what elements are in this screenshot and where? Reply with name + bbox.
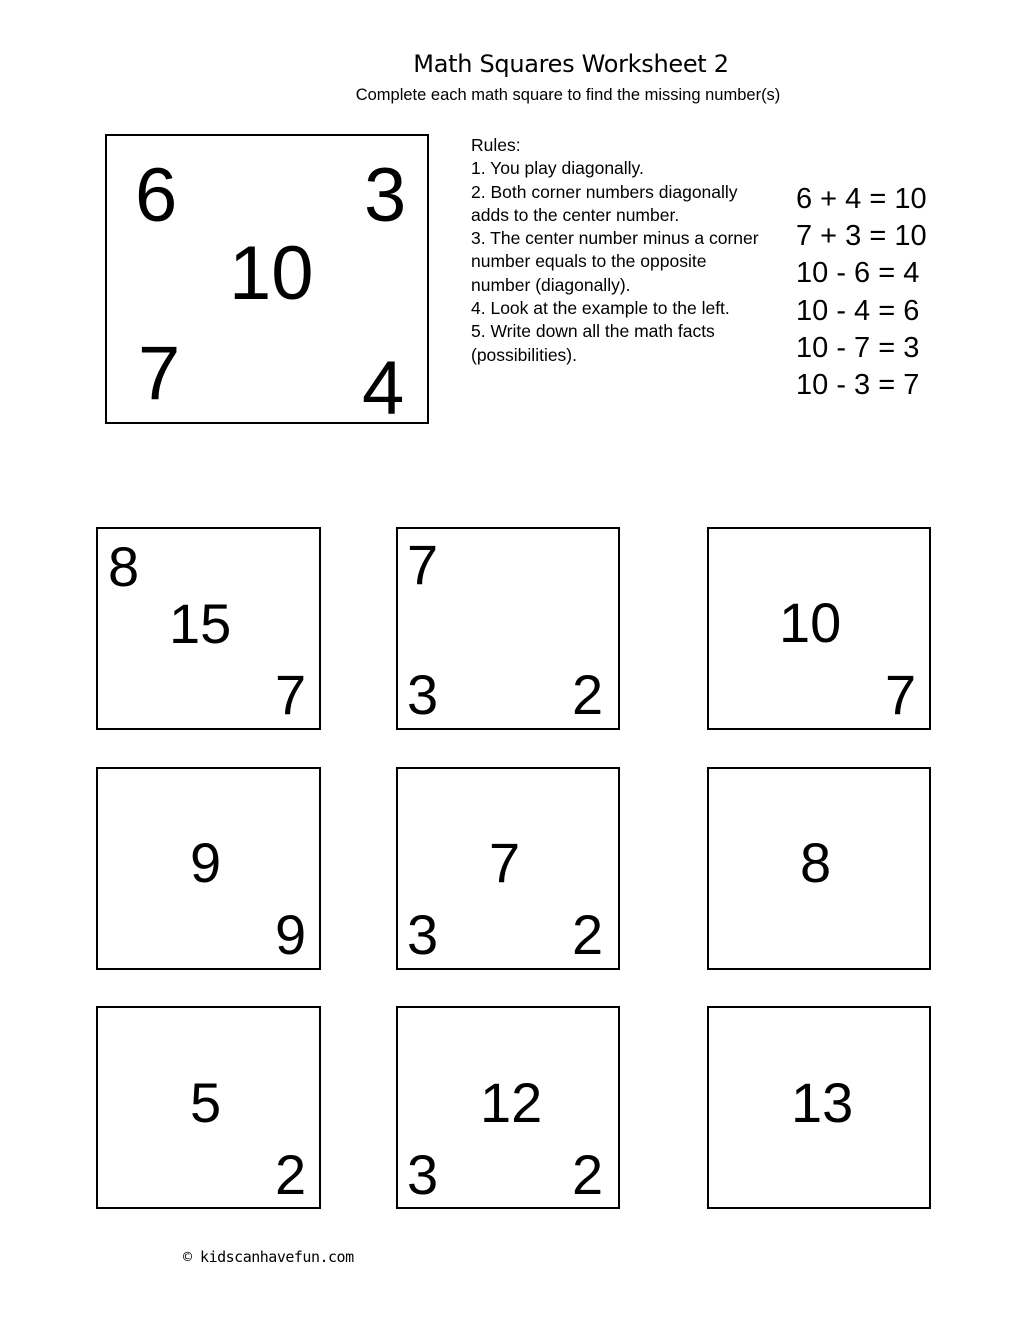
puzzle-1-center: 15	[169, 592, 232, 655]
puzzle-9-center: 13	[791, 1071, 854, 1134]
puzzle-4-center: 9	[190, 831, 222, 894]
puzzle-square-8	[396, 1006, 620, 1209]
puzzle-7-center: 5	[190, 1071, 222, 1134]
page-subtitle: Complete each math square to find the missing number(s)	[355, 86, 781, 104]
puzzle-2-top-left: 7	[407, 533, 439, 596]
example-top-right: 3	[364, 153, 407, 238]
puzzle-8-bottom-left: 3	[407, 1143, 439, 1206]
puzzle-square-2	[396, 527, 620, 730]
puzzle-5-center: 7	[489, 831, 521, 894]
puzzle-square-4	[96, 767, 321, 970]
puzzle-square-7	[96, 1006, 321, 1209]
puzzle-square-6	[707, 767, 931, 970]
rules-section	[471, 134, 761, 367]
example-bottom-left: 7	[138, 331, 181, 416]
fact-3: 10 - 6 = 4	[796, 257, 920, 290]
puzzle-square-9	[707, 1006, 931, 1209]
puzzle-1-top-left: 8	[108, 535, 140, 598]
example-center: 10	[229, 231, 314, 316]
rules-heading: Rules:	[471, 135, 521, 155]
puzzle-square-3	[707, 527, 931, 730]
puzzle-7-bottom-right: 2	[275, 1143, 307, 1206]
rule-5: 5. Write down all the math facts (possibilities).	[471, 321, 715, 365]
rule-2: 2. Both corner numbers diagonally adds to the center number.	[471, 181, 738, 225]
example-top-left: 6	[135, 153, 178, 238]
page-title: Math Squares Worksheet 2	[413, 50, 729, 78]
fact-4: 10 - 4 = 6	[796, 294, 920, 327]
puzzle-2-bottom-right: 2	[572, 663, 604, 726]
puzzle-3-center: 10	[779, 591, 842, 654]
rule-4: 4. Look at the example to the left.	[471, 298, 730, 319]
math-facts	[796, 181, 927, 404]
puzzle-square-5	[396, 767, 620, 970]
puzzle-square-1	[96, 527, 321, 730]
puzzle-5-bottom-right: 2	[572, 903, 604, 966]
puzzle-5-bottom-left: 3	[407, 903, 439, 966]
rule-3: 3. The center number minus a corner number equals to the opposite number (diagonally).	[471, 228, 759, 295]
puzzle-3-bottom-right: 7	[885, 663, 917, 726]
fact-6: 10 - 3 = 7	[796, 369, 920, 402]
fact-5: 10 - 7 = 3	[796, 331, 920, 364]
fact-2: 7 + 3 = 10	[796, 220, 927, 253]
puzzle-4-bottom-right: 9	[275, 903, 307, 966]
example-square	[105, 134, 429, 431]
copyright-footer: © kidscanhavefun.com	[183, 1248, 354, 1266]
puzzle-2-bottom-left: 3	[407, 663, 439, 726]
puzzle-1-bottom-right: 7	[275, 663, 307, 726]
rule-1: 1. You play diagonally.	[471, 158, 644, 179]
puzzle-6-center: 8	[800, 831, 832, 894]
puzzle-8-bottom-right: 2	[572, 1143, 604, 1206]
example-bottom-right: 4	[362, 346, 405, 431]
fact-1: 6 + 4 = 10	[796, 183, 927, 215]
puzzle-8-center: 12	[480, 1071, 543, 1134]
